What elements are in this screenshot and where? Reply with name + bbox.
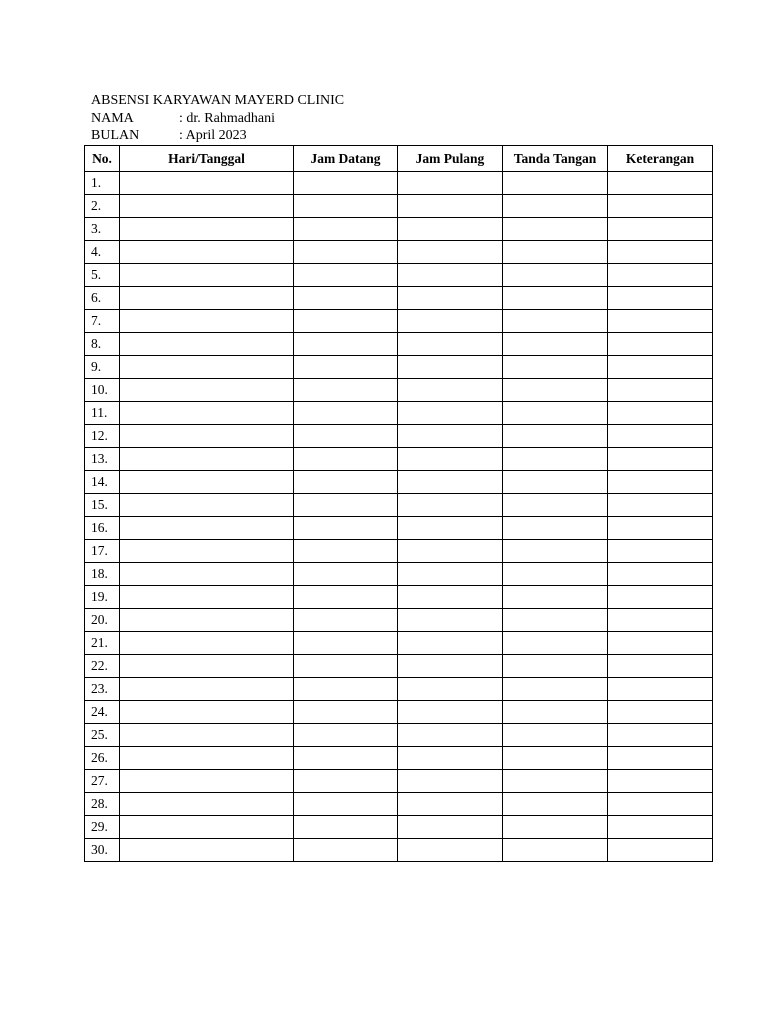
row-number-cell: 27. [85,770,120,793]
column-header-tanda-tangan: Tanda Tangan [503,146,608,172]
name-value: : dr. Rahmadhani [179,110,276,126]
hari-tanggal-cell [120,172,294,195]
keterangan-cell [608,724,713,747]
keterangan-cell [608,609,713,632]
jam-datang-cell [294,448,398,471]
tanda-tangan-cell [503,586,608,609]
jam-datang-cell [294,264,398,287]
tanda-tangan-cell [503,678,608,701]
keterangan-cell [608,494,713,517]
month-label: BULAN [91,128,140,143]
keterangan-cell [608,678,713,701]
jam-pulang-cell [398,471,503,494]
jam-datang-cell [294,310,398,333]
jam-datang-cell [294,333,398,356]
tanda-tangan-cell [503,264,608,287]
row-number-cell: 4. [85,241,120,264]
table-row [85,517,713,540]
jam-pulang-cell [398,287,503,310]
month-line [91,127,344,145]
column-header-keterangan: Keterangan [608,146,713,172]
attendance-table-body [85,172,713,862]
hari-tanggal-cell [120,632,294,655]
row-number-cell: 29. [85,816,120,839]
month-value: : April 2023 [179,128,247,143]
jam-pulang-cell [398,195,503,218]
jam-datang-cell [294,172,398,195]
table-row [85,747,713,770]
jam-pulang-cell [398,448,503,471]
table-row [85,563,713,586]
hari-tanggal-cell [120,264,294,287]
name-label: NAMA [91,110,134,126]
tanda-tangan-cell [503,356,608,379]
keterangan-cell [608,172,713,195]
table-row [85,540,713,563]
table-row [85,310,713,333]
row-number-cell: 14. [85,471,120,494]
jam-datang-cell [294,425,398,448]
jam-datang-cell [294,540,398,563]
jam-datang-cell [294,241,398,264]
hari-tanggal-cell [120,563,294,586]
table-row [85,195,713,218]
jam-pulang-cell [398,494,503,517]
jam-pulang-cell [398,586,503,609]
row-number-cell: 11. [85,402,120,425]
row-number-cell: 7. [85,310,120,333]
hari-tanggal-cell [120,655,294,678]
hari-tanggal-cell [120,287,294,310]
hari-tanggal-cell [120,540,294,563]
tanda-tangan-cell [503,770,608,793]
jam-pulang-cell [398,816,503,839]
keterangan-cell [608,241,713,264]
keterangan-cell [608,379,713,402]
jam-datang-cell [294,218,398,241]
table-row [85,678,713,701]
table-header-row [85,146,713,172]
jam-pulang-cell [398,724,503,747]
jam-pulang-cell [398,517,503,540]
keterangan-cell [608,655,713,678]
table-row [85,839,713,862]
table-row [85,218,713,241]
row-number-cell: 6. [85,287,120,310]
keterangan-cell [608,563,713,586]
keterangan-cell [608,264,713,287]
row-number-cell: 1. [85,172,120,195]
jam-pulang-cell [398,655,503,678]
table-row [85,241,713,264]
tanda-tangan-cell [503,471,608,494]
row-number-cell: 28. [85,793,120,816]
row-number-cell: 2. [85,195,120,218]
hari-tanggal-cell [120,770,294,793]
jam-pulang-cell [398,747,503,770]
hari-tanggal-cell [120,609,294,632]
jam-datang-cell [294,655,398,678]
jam-pulang-cell [398,425,503,448]
tanda-tangan-cell [503,310,608,333]
table-row [85,724,713,747]
hari-tanggal-cell [120,218,294,241]
row-number-cell: 15. [85,494,120,517]
row-number-cell: 12. [85,425,120,448]
jam-pulang-cell [398,379,503,402]
jam-datang-cell [294,356,398,379]
row-number-cell: 5. [85,264,120,287]
tanda-tangan-cell [503,793,608,816]
jam-pulang-cell [398,356,503,379]
jam-pulang-cell [398,241,503,264]
row-number-cell: 10. [85,379,120,402]
row-number-cell: 18. [85,563,120,586]
tanda-tangan-cell [503,333,608,356]
row-number-cell: 8. [85,333,120,356]
jam-datang-cell [294,287,398,310]
column-header-jam-datang: Jam Datang [294,146,398,172]
jam-pulang-cell [398,264,503,287]
jam-pulang-cell [398,793,503,816]
table-row [85,425,713,448]
hari-tanggal-cell [120,356,294,379]
tanda-tangan-cell [503,609,608,632]
tanda-tangan-cell [503,540,608,563]
table-row [85,816,713,839]
jam-pulang-cell [398,563,503,586]
tanda-tangan-cell [503,632,608,655]
tanda-tangan-cell [503,425,608,448]
keterangan-cell [608,747,713,770]
row-number-cell: 9. [85,356,120,379]
table-row [85,172,713,195]
jam-datang-cell [294,494,398,517]
table-row [85,655,713,678]
hari-tanggal-cell [120,494,294,517]
tanda-tangan-cell [503,448,608,471]
tanda-tangan-cell [503,816,608,839]
jam-datang-cell [294,379,398,402]
tanda-tangan-cell [503,494,608,517]
hari-tanggal-cell [120,793,294,816]
attendance-table [84,145,713,862]
table-row [85,793,713,816]
name-line [91,110,344,128]
hari-tanggal-cell [120,471,294,494]
hari-tanggal-cell [120,724,294,747]
jam-pulang-cell [398,540,503,563]
table-row [85,287,713,310]
hari-tanggal-cell [120,310,294,333]
table-row [85,471,713,494]
jam-pulang-cell [398,609,503,632]
jam-datang-cell [294,586,398,609]
column-header-jam-pulang: Jam Pulang [398,146,503,172]
keterangan-cell [608,793,713,816]
tanda-tangan-cell [503,195,608,218]
tanda-tangan-cell [503,701,608,724]
jam-datang-cell [294,471,398,494]
document-title: ABSENSI KARYAWAN MAYERD CLINIC [91,93,345,108]
tanda-tangan-cell [503,839,608,862]
column-header-no: No. [85,146,120,172]
table-row [85,402,713,425]
keterangan-cell [608,770,713,793]
tanda-tangan-cell [503,563,608,586]
hari-tanggal-cell [120,701,294,724]
jam-pulang-cell [398,701,503,724]
column-header-hari-tanggal: Hari/Tanggal [120,146,294,172]
row-number-cell: 17. [85,540,120,563]
keterangan-cell [608,356,713,379]
table-row [85,701,713,724]
row-number-cell: 23. [85,678,120,701]
tanda-tangan-cell [503,724,608,747]
hari-tanggal-cell [120,241,294,264]
jam-datang-cell [294,632,398,655]
hari-tanggal-cell [120,425,294,448]
keterangan-cell [608,586,713,609]
keterangan-cell [608,310,713,333]
row-number-cell: 22. [85,655,120,678]
keterangan-cell [608,839,713,862]
jam-datang-cell [294,678,398,701]
keterangan-cell [608,425,713,448]
jam-pulang-cell [398,218,503,241]
jam-pulang-cell [398,839,503,862]
jam-datang-cell [294,563,398,586]
tanda-tangan-cell [503,747,608,770]
hari-tanggal-cell [120,586,294,609]
table-row [85,632,713,655]
jam-datang-cell [294,724,398,747]
tanda-tangan-cell [503,402,608,425]
jam-datang-cell [294,816,398,839]
row-number-cell: 21. [85,632,120,655]
row-number-cell: 20. [85,609,120,632]
hari-tanggal-cell [120,678,294,701]
document-header [91,92,344,145]
table-row [85,356,713,379]
keterangan-cell [608,471,713,494]
keterangan-cell [608,632,713,655]
jam-pulang-cell [398,310,503,333]
table-row [85,379,713,402]
hari-tanggal-cell [120,448,294,471]
jam-datang-cell [294,793,398,816]
hari-tanggal-cell [120,195,294,218]
row-number-cell: 16. [85,517,120,540]
jam-datang-cell [294,839,398,862]
jam-pulang-cell [398,678,503,701]
table-row [85,333,713,356]
row-number-cell: 3. [85,218,120,241]
jam-datang-cell [294,609,398,632]
row-number-cell: 25. [85,724,120,747]
hari-tanggal-cell [120,517,294,540]
keterangan-cell [608,218,713,241]
tanda-tangan-cell [503,287,608,310]
tanda-tangan-cell [503,655,608,678]
jam-pulang-cell [398,770,503,793]
jam-datang-cell [294,402,398,425]
row-number-cell: 26. [85,747,120,770]
hari-tanggal-cell [120,402,294,425]
tanda-tangan-cell [503,241,608,264]
keterangan-cell [608,701,713,724]
jam-datang-cell [294,770,398,793]
row-number-cell: 24. [85,701,120,724]
table-row [85,264,713,287]
table-row [85,609,713,632]
keterangan-cell [608,816,713,839]
row-number-cell: 30. [85,839,120,862]
keterangan-cell [608,287,713,310]
jam-pulang-cell [398,333,503,356]
jam-datang-cell [294,747,398,770]
tanda-tangan-cell [503,379,608,402]
jam-pulang-cell [398,632,503,655]
keterangan-cell [608,448,713,471]
keterangan-cell [608,402,713,425]
table-row [85,586,713,609]
table-row [85,770,713,793]
jam-datang-cell [294,517,398,540]
hari-tanggal-cell [120,839,294,862]
jam-pulang-cell [398,172,503,195]
keterangan-cell [608,517,713,540]
table-row [85,494,713,517]
hari-tanggal-cell [120,333,294,356]
tanda-tangan-cell [503,218,608,241]
table-row [85,448,713,471]
row-number-cell: 13. [85,448,120,471]
hari-tanggal-cell [120,379,294,402]
row-number-cell: 19. [85,586,120,609]
keterangan-cell [608,540,713,563]
tanda-tangan-cell [503,517,608,540]
jam-datang-cell [294,195,398,218]
tanda-tangan-cell [503,172,608,195]
jam-pulang-cell [398,402,503,425]
hari-tanggal-cell [120,816,294,839]
jam-datang-cell [294,701,398,724]
hari-tanggal-cell [120,747,294,770]
keterangan-cell [608,333,713,356]
keterangan-cell [608,195,713,218]
